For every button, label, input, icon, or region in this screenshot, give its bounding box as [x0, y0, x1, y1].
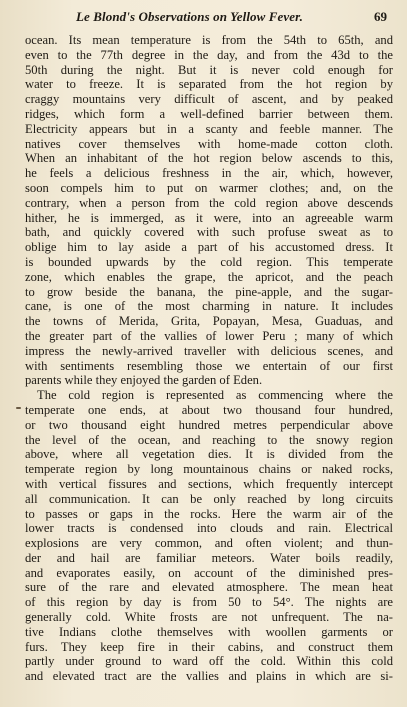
text-line: 50th during the night. But it is never cold enough for [25, 62, 393, 77]
text-line: der and hail are familiar meteors. Water boils readily, [25, 550, 393, 565]
page-header [24, 9, 393, 27]
text-line: When an inhabitant of the hot region below ascends to this, [25, 151, 393, 166]
text-line: with sentiments resembling those we entertain of our first [25, 358, 393, 373]
text-line: bath, and quickly covered with such profuse sweat as to [25, 225, 393, 240]
text-line: even to the 77th degree in the day, and from the 43d to the [25, 47, 393, 62]
body-text [25, 33, 393, 684]
text-line: generally cold. White frosts are not unfrequent. The na- [25, 610, 393, 625]
text-line: he feels a delicious freshness in the air, which, however, [25, 166, 393, 181]
text-line: furs. They keep fire in their cabins, and construct them [25, 639, 393, 654]
text-line: the level of the ocean, and reaching to the snowy region [25, 432, 393, 447]
text-line: The cold region is represented as commencing where the [37, 388, 393, 403]
text-line: to grow beside the banana, the pine-apple, and the sugar- [25, 284, 393, 299]
text-line: temperate one ends, at about two thousand four hundred, [25, 402, 393, 417]
text-line: to passes or gaps in the rocks. Here the warm air of the [25, 506, 393, 521]
text-line: and evaporates easily, on account of the diminished pres- [25, 565, 393, 580]
text-line: natives cover themselves with home-made cotton cloth. [25, 136, 393, 151]
text-line: sure of the rare and elevated atmosphere. The mean heat [25, 580, 393, 595]
text-line: the towns of Merida, Grita, Popayan, Mesa, Guaduas, and [25, 314, 393, 329]
running-title: Le Blond's Observations on Yellow Fever. [76, 9, 303, 24]
text-line: temperate region by long mountainous chains or naked rocks, [25, 462, 393, 477]
text-line: Electricity appears but in a scanty and feeble manner. The [25, 121, 393, 136]
text-line: contrary, when a person from the cold region above descends [25, 195, 393, 210]
text-line: the greater part of the vallies of lower Peru ; many of which [25, 328, 393, 343]
text-line: and elevated tract are the vallies and plains in which are si- [25, 669, 393, 684]
text-line: ridges, which form a well-defined barrier between them. [25, 106, 393, 121]
text-line: above, where all vegetation dies. It is divided from the [25, 447, 393, 462]
text-line: soon compels him to put on warmer clothes; and, on the [25, 180, 393, 195]
text-line: with vertical fissures and sections, which frequently intercept [25, 476, 393, 491]
text-line: parents while they enjoyed the garden of Eden. [25, 373, 263, 388]
text-line: is bounded upwards by the cold region. This temperate [25, 254, 393, 269]
text-line: all communication. It can be only reached by long circuits [25, 491, 393, 506]
text-line: zone, which enables the grape, the apricot, and the peach [25, 269, 393, 284]
text-line: or two thousand eight hundred metres perpendicular above [25, 417, 393, 432]
text-line: craggy mountains very difficult of ascent, and by peaked [25, 92, 393, 107]
text-line: lower tracts is condensed into clouds and rain. Electrical [25, 521, 393, 536]
text-line: partly under ground to ward off the cold. Within this cold [25, 654, 393, 669]
text-line: impress the newly-arrived traveller with delicious scenes, and [25, 343, 393, 358]
text-line: water to freeze. It is separated from the hot region by [25, 77, 393, 92]
text-line: hither, he is immerged, as it were, into an agreeable warm [25, 210, 393, 225]
text-line: oblige him to lay aside a part of his accustomed dress. It [25, 240, 393, 255]
text-line: tive Indians clothe themselves with woollen garments or [25, 624, 393, 639]
text-line: cane, is one of the most charming in nature. It includes [25, 299, 393, 314]
page-number: 69 [374, 9, 387, 24]
text-line: explosions are very common, and often violent; and thun- [25, 536, 393, 551]
text-line: of this region by day is from 50 to 54°. The nights are [25, 595, 393, 610]
margin-mark [16, 407, 21, 409]
text-line: ocean. Its mean temperature is from the 54th to 65th, and [25, 33, 393, 47]
